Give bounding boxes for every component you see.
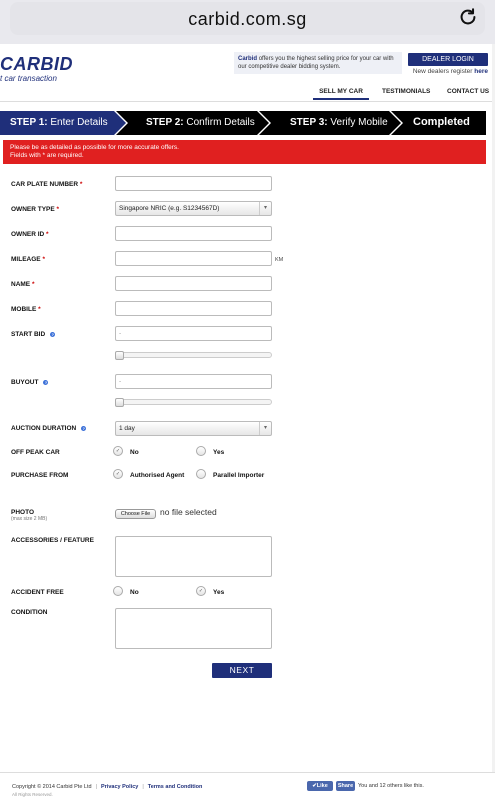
- parallel-importer-label: Parallel Importer: [213, 472, 265, 479]
- accident-free-no-label: No: [130, 589, 139, 596]
- site-footer: [0, 772, 495, 800]
- nav-sell-my-car[interactable]: SELL MY CAR: [313, 88, 369, 100]
- help-icon[interactable]: ?: [44, 380, 48, 385]
- facebook-like-count: You and 12 others like this.: [358, 783, 424, 789]
- next-button[interactable]: NEXT: [212, 663, 272, 678]
- mobile-label: MOBILE *: [11, 306, 41, 313]
- start-bid-label: START BID ?: [11, 331, 54, 338]
- step-2: STEP 2: Confirm Details: [146, 117, 255, 128]
- chevron-down-icon: ▾: [259, 422, 271, 435]
- promo-brand: Carbid: [238, 56, 258, 62]
- choose-file-button[interactable]: Choose File: [115, 509, 156, 519]
- logo-tagline: t car transaction: [0, 74, 57, 83]
- name-label: NAME *: [11, 281, 35, 288]
- facebook-share-button[interactable]: Share: [337, 783, 354, 789]
- mileage-unit: KM: [275, 257, 284, 263]
- accident-free-label: ACCIDENT FREE: [11, 589, 64, 596]
- address-field[interactable]: [10, 2, 485, 35]
- rights-text: All Rights Reserved.: [12, 792, 53, 797]
- chevron-down-icon: ▾: [259, 202, 271, 215]
- photo-label: PHOTO (max size 2 MB): [11, 509, 48, 522]
- step-3: STEP 3: Verify Mobile: [290, 117, 388, 128]
- buyout-slider[interactable]: [115, 399, 272, 405]
- auction-duration-label: AUCTION DURATION ?: [11, 425, 85, 432]
- name-input[interactable]: [115, 276, 272, 291]
- privacy-policy-link[interactable]: Privacy Policy: [101, 784, 139, 790]
- condition-textarea[interactable]: [115, 608, 272, 649]
- car-plate-input[interactable]: [115, 176, 272, 191]
- nav-testimonials[interactable]: TESTIMONIALS: [382, 88, 431, 95]
- off-peak-no-radio[interactable]: ✓: [113, 446, 123, 456]
- authorised-agent-label: Authorised Agent: [130, 472, 185, 479]
- mobile-input[interactable]: [115, 301, 272, 316]
- info-alert: Please be as detailed as possible for more accurate offers. Fields with * are required.: [3, 140, 486, 164]
- parallel-importer-radio[interactable]: [196, 469, 206, 479]
- start-bid-slider[interactable]: [115, 352, 272, 358]
- accident-free-yes-label: Yes: [213, 589, 225, 596]
- mileage-label: MILEAGE *: [11, 256, 45, 263]
- dealer-register-text: New dealers register here: [412, 68, 488, 75]
- photo-size-hint: (max size 2 MB): [11, 516, 48, 522]
- nav-contact-us[interactable]: CONTACT US: [447, 88, 490, 95]
- off-peak-label: OFF PEAK CAR: [11, 449, 60, 456]
- facebook-like-button[interactable]: ✔Like: [307, 781, 333, 791]
- step-4: Completed: [413, 116, 470, 128]
- owner-id-input[interactable]: [115, 226, 272, 241]
- terms-link[interactable]: Terms and Condition: [147, 784, 203, 790]
- copyright-text: Copyright © 2014 Carbid Pte Ltd: [12, 784, 92, 790]
- accident-free-no-radio[interactable]: [113, 586, 123, 596]
- thumbs-up-icon: ✔: [312, 783, 317, 789]
- url-text[interactable]: carbid.com.sg: [188, 9, 307, 29]
- promo-banner: [234, 52, 402, 74]
- car-plate-label: CAR PLATE NUMBER *: [11, 181, 83, 188]
- start-bid-input[interactable]: -: [115, 326, 272, 341]
- reload-icon[interactable]: [457, 6, 479, 28]
- buyout-input[interactable]: -: [115, 374, 272, 389]
- purchase-from-label: PURCHASE FROM: [11, 472, 69, 479]
- footer-links: Copyright © 2014 Carbid Pte Ltd | Privacy Policy | Terms and Condition: [12, 784, 203, 790]
- buyout-label: BUYOUT ?: [11, 379, 48, 386]
- off-peak-no-label: No: [130, 449, 139, 456]
- browser-url-bar: [0, 0, 495, 44]
- slider-handle[interactable]: [115, 398, 124, 407]
- logo-text: CARBID: [0, 54, 73, 74]
- auction-duration-select[interactable]: 1 day ▾: [115, 421, 272, 436]
- accessories-textarea[interactable]: [115, 536, 272, 577]
- mileage-input[interactable]: [115, 251, 272, 266]
- accessories-label: ACCESSORIES / FEATURE: [11, 537, 94, 544]
- accident-free-yes-radio[interactable]: ✓: [196, 586, 206, 596]
- register-here-link[interactable]: here: [474, 68, 488, 75]
- owner-type-select[interactable]: Singapore NRIC (e.g. S1234567D) ▾: [115, 201, 272, 216]
- owner-id-label: OWNER ID *: [11, 231, 49, 238]
- slider-handle[interactable]: [115, 351, 124, 360]
- dealer-login-button[interactable]: DEALER LOGIN: [408, 53, 488, 66]
- carbid-logo[interactable]: [0, 54, 73, 83]
- file-status: no file selected: [160, 507, 217, 517]
- condition-label: CONDITION: [11, 609, 48, 616]
- owner-type-label: OWNER TYPE *: [11, 206, 60, 213]
- help-icon[interactable]: ?: [51, 332, 54, 337]
- step-1: STEP 1: Enter Details: [10, 117, 108, 128]
- authorised-agent-radio[interactable]: ✓: [113, 469, 123, 479]
- site-header: [0, 44, 495, 102]
- help-icon[interactable]: ?: [82, 426, 85, 431]
- promo-text: offers you the highest selling price for your car with our competitive dealer bidding system.: [238, 56, 394, 70]
- off-peak-yes-label: Yes: [213, 449, 225, 456]
- off-peak-yes-radio[interactable]: [196, 446, 206, 456]
